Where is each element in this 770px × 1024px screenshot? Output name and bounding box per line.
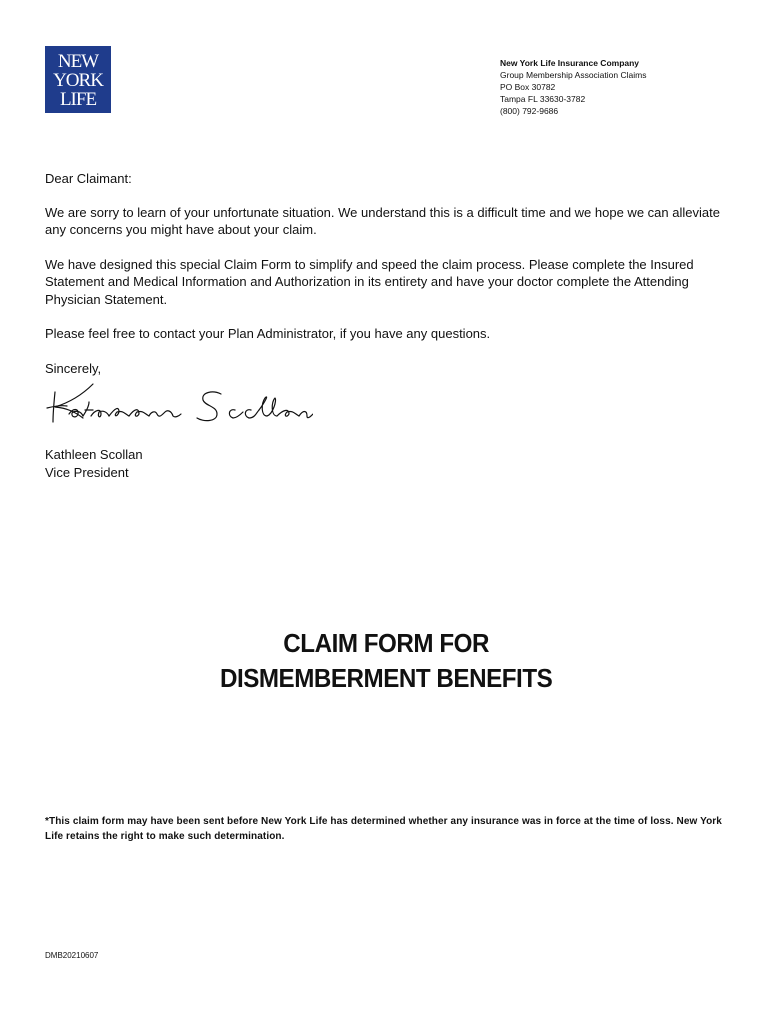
- phone-number: (800) 792-9686: [500, 106, 559, 116]
- letter-body: [45, 170, 733, 394]
- form-code: DMB20210607: [45, 951, 99, 960]
- address-line-3: Tampa FL 33630-3782: [500, 94, 586, 104]
- logo-wordmark-icon: [45, 46, 111, 113]
- signer-name: Kathleen Scollan: [45, 447, 143, 462]
- logo-line-york: YORK: [53, 70, 103, 91]
- salutation: Dear Claimant:: [45, 171, 132, 186]
- form-title-line-1: CLAIM FORM FOR: [283, 628, 489, 658]
- disclaimer-note: *This claim form may have been sent before New York Life has determined whether any insurance was in force at the time of loss. New York Life retains the right to make such determination.: [45, 816, 722, 842]
- form-title-line-2: DISMEMBERMENT BENEFITS: [219, 663, 553, 693]
- address-line-1: Group Membership Association Claims: [500, 70, 647, 80]
- signer-block: [45, 446, 143, 482]
- signer-title: Vice President: [45, 465, 129, 480]
- letter-paragraph-2: We have designed this special Claim Form to simplify and speed the claim process. Please complete the Insured Statement and Medical Information and Authorization in its entirety and have your doctor complete the Attending Physician Statement.: [45, 256, 694, 307]
- logo-line-new: NEW: [57, 51, 99, 72]
- company-address-block: [500, 57, 646, 117]
- closing: Sincerely,: [45, 360, 102, 376]
- company-name: New York Life Insurance Company: [500, 58, 640, 68]
- logo-line-life: LIFE: [59, 89, 97, 110]
- form-title: [28, 626, 744, 696]
- address-line-2: PO Box 30782: [500, 82, 556, 92]
- signature-icon: [45, 380, 313, 430]
- letter-paragraph-3: Please feel free to contact your Plan Administrator, if you have any questions.: [45, 326, 491, 341]
- handwritten-signature: [45, 380, 313, 430]
- new-york-life-logo: [45, 46, 111, 113]
- letter-paragraph-1: We are sorry to learn of your unfortunate situation. We understand this is a difficult time and we hope we can alleviate any concerns you might have about your claim.: [45, 204, 720, 237]
